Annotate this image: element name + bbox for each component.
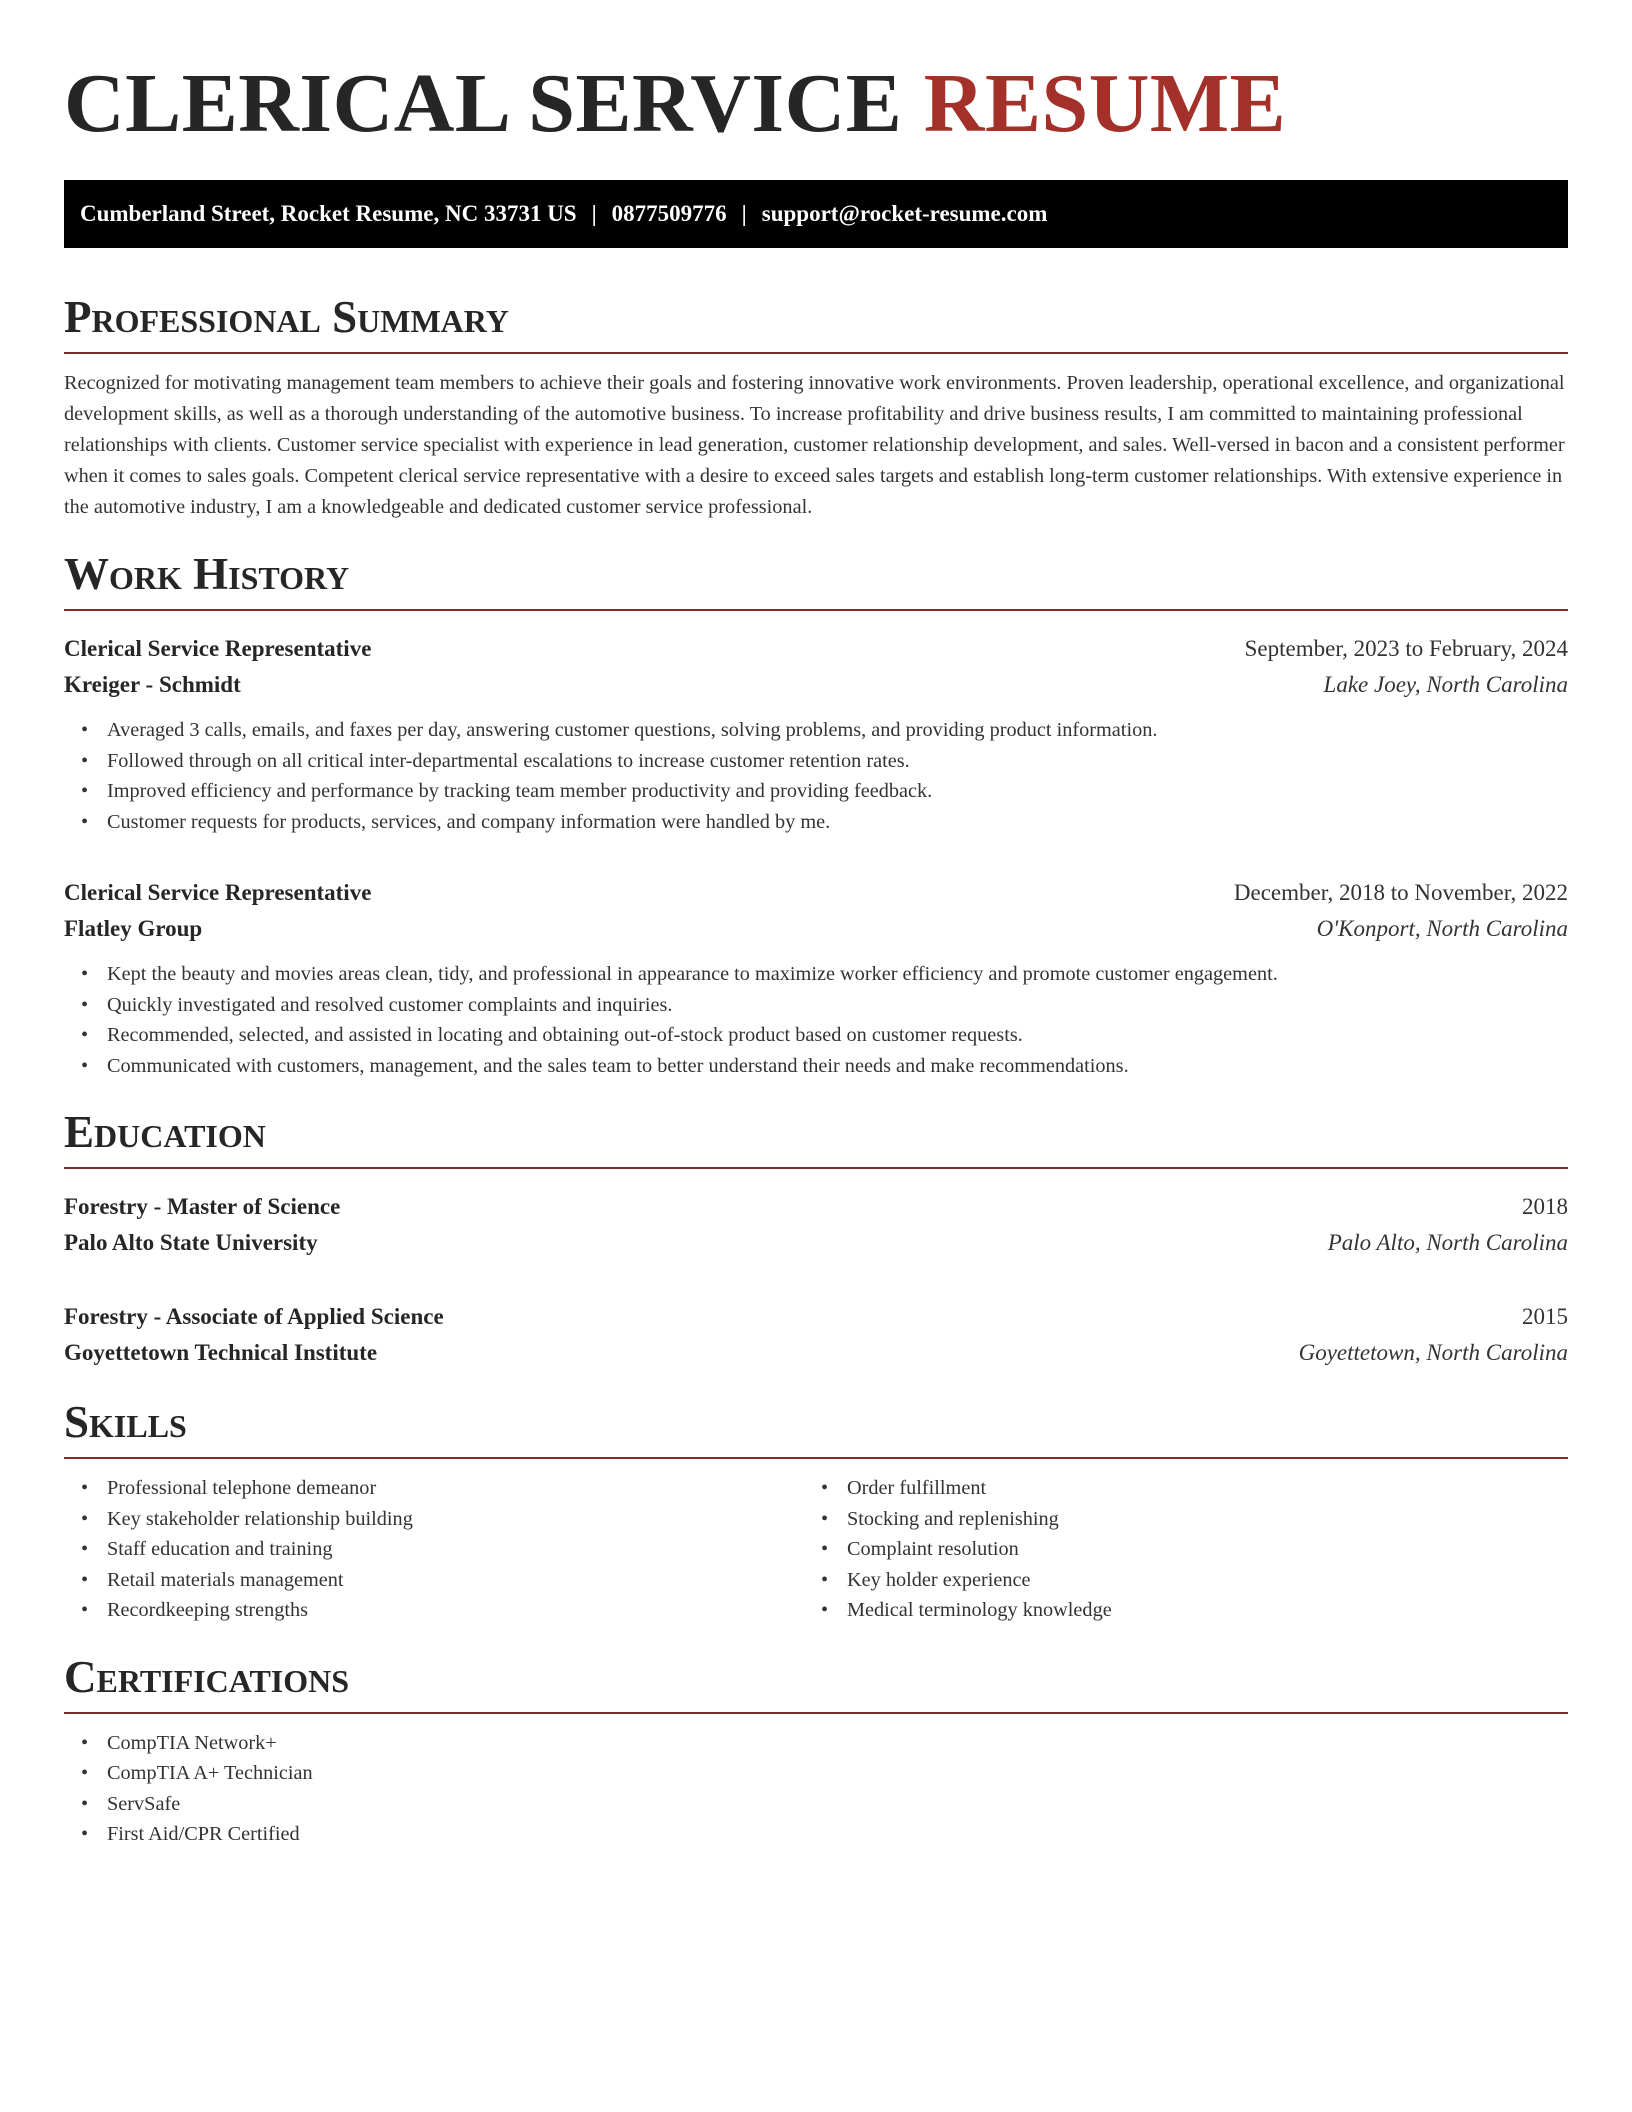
job-company-row — [64, 911, 1568, 947]
list-item: • Key stakeholder relationship building — [64, 1504, 804, 1535]
list-item: • Quickly investigated and resolved customer complaints and inquiries. — [64, 990, 1568, 1021]
certifications-heading: Certifications — [64, 1652, 1568, 1714]
list-item: • Key holder experience — [804, 1565, 1544, 1596]
list-item: • Staff education and training — [64, 1534, 804, 1565]
summary-section — [64, 292, 1568, 523]
job-title-row — [64, 875, 1568, 911]
list-item: • Stocking and replenishing — [804, 1504, 1544, 1535]
job-location: O'Konport, North Carolina — [1316, 916, 1568, 941]
contact-bar — [64, 180, 1568, 248]
education-degree: Forestry - Associate of Applied Science — [64, 1304, 444, 1329]
list-item: • ServSafe — [64, 1789, 1568, 1820]
job-title: Clerical Service Representative — [64, 636, 372, 661]
job-company: Flatley Group — [64, 916, 203, 941]
contact-phone: 0877509776 — [611, 201, 727, 226]
certifications-section — [64, 1652, 1568, 1850]
job-bullets — [64, 959, 1568, 1081]
job-dates: September, 2023 to February, 2024 — [1244, 636, 1568, 661]
summary-text: Recognized for motivating management team members to achieve their goals and fostering innovative work environments. Proven leadership, operational excellence, and organizational development skills, as well as a thorough understanding of the automotive business. To increase profitability and drive business results, I am committed to maintaining professional relationships with clients. Customer service specialist with experience in lead generation, customer relationship development, and sales. Well-versed in bacon and a consistent performer when it comes to sales goals. Competent clerical service representative with a desire to exceed sales targets and establish long-term customer relationships. With extensive experience in the automotive industry, I am a knowledgeable and dedicated customer service professional. — [64, 372, 1565, 518]
skills-columns — [64, 1473, 1568, 1626]
education-location: Palo Alto, North Carolina — [1327, 1230, 1568, 1255]
title-accent: RESUME — [923, 57, 1287, 150]
job-entry — [64, 875, 1568, 1081]
contact-separator: | — [591, 201, 597, 226]
resume-title — [64, 58, 1568, 150]
job-title-row — [64, 631, 1568, 667]
education-entry — [64, 1299, 1568, 1371]
title-main: CLERICAL SERVICE — [64, 57, 903, 150]
list-item: • Customer requests for products, services, and company information were handled by me. — [64, 807, 1568, 838]
list-item: • Medical terminology knowledge — [804, 1595, 1544, 1626]
job-title: Clerical Service Representative — [64, 880, 372, 905]
contact-address: Cumberland Street, Rocket Resume, NC 33731 US — [80, 201, 577, 226]
contact-separator: | — [741, 201, 747, 226]
summary-heading: Professional Summary — [64, 292, 1568, 354]
list-item: • Communicated with customers, management, and the sales team to better understand their needs and make recommendations. — [64, 1051, 1568, 1082]
education-degree: Forestry - Master of Science — [64, 1194, 341, 1219]
list-item: • Recommended, selected, and assisted in locating and obtaining out-of-stock product based on customer requests. — [64, 1020, 1568, 1051]
list-item: • Kept the beauty and movies areas clean, tidy, and professional in appearance to maximize worker efficiency and promote customer engagement. — [64, 959, 1568, 990]
list-item: • Followed through on all critical inter-departmental escalations to increase customer retention rates. — [64, 746, 1568, 777]
list-item: • CompTIA Network+ — [64, 1728, 1568, 1759]
skills-heading: Skills — [64, 1397, 1568, 1459]
education-location: Goyettetown, North Carolina — [1298, 1340, 1568, 1365]
job-bullets — [64, 715, 1568, 837]
job-location: Lake Joey, North Carolina — [1323, 672, 1568, 697]
education-degree-row — [64, 1299, 1568, 1335]
list-item: • Averaged 3 calls, emails, and faxes per day, answering customer questions, solving problems, and providing product information. — [64, 715, 1568, 746]
education-school-row — [64, 1335, 1568, 1371]
list-item: • Recordkeeping strengths — [64, 1595, 804, 1626]
list-item: • Professional telephone demeanor — [64, 1473, 804, 1504]
education-heading: Education — [64, 1107, 1568, 1169]
work-history-heading: Work History — [64, 549, 1568, 611]
work-history-section — [64, 549, 1568, 1081]
certifications-list — [64, 1728, 1568, 1850]
list-item: • Order fulfillment — [804, 1473, 1544, 1504]
list-item: • First Aid/CPR Certified — [64, 1819, 1568, 1850]
education-school: Goyettetown Technical Institute — [64, 1340, 378, 1365]
job-dates: December, 2018 to November, 2022 — [1233, 880, 1568, 905]
job-company: Kreiger - Schmidt — [64, 672, 241, 697]
education-entry — [64, 1189, 1568, 1261]
education-section — [64, 1107, 1568, 1371]
list-item: • CompTIA A+ Technician — [64, 1758, 1568, 1789]
skills-list-right — [804, 1473, 1544, 1626]
list-item: • Retail materials management — [64, 1565, 804, 1596]
education-school: Palo Alto State University — [64, 1230, 318, 1255]
education-degree-row — [64, 1189, 1568, 1225]
list-item: • Improved efficiency and performance by tracking team member productivity and providing feedback. — [64, 776, 1568, 807]
skills-section — [64, 1397, 1568, 1626]
education-school-row — [64, 1225, 1568, 1261]
list-item: • Complaint resolution — [804, 1534, 1544, 1565]
job-company-row — [64, 667, 1568, 703]
skills-list-left — [64, 1473, 804, 1626]
job-entry — [64, 631, 1568, 837]
education-year: 2015 — [1522, 1304, 1568, 1329]
contact-email: support@rocket-resume.com — [761, 201, 1048, 226]
education-year: 2018 — [1522, 1194, 1568, 1219]
